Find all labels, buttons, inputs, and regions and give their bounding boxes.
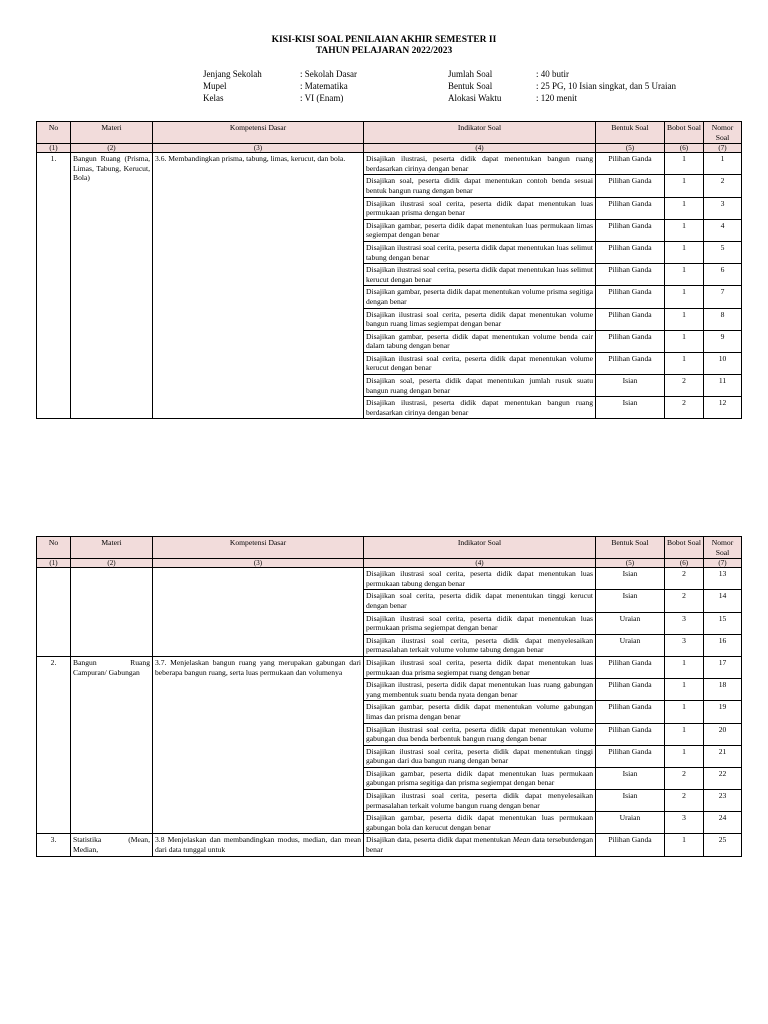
cell-nomor-soal: 17 <box>704 656 742 678</box>
cell-bobot-soal: 2 <box>665 790 704 812</box>
col-num: (7) <box>704 144 742 153</box>
cell-nomor-soal: 7 <box>704 286 742 308</box>
table-column-number-row <box>37 559 742 568</box>
cell-bentuk-soal: Pilihan Ganda <box>596 175 665 197</box>
cell-indikator-soal: Disajikan soal, peserta didik dapat menentukan contoh benda sesuai bentuk bangun ruang dengan benar <box>364 175 596 197</box>
cell-bentuk-soal: Isian <box>596 375 665 397</box>
cell-bentuk-soal: Isian <box>596 397 665 419</box>
info-value: : 120 menit <box>536 93 577 103</box>
cell-bobot-soal: 1 <box>665 197 704 219</box>
cell-bentuk-soal: Isian <box>596 568 665 590</box>
cell-bobot-soal: 1 <box>665 153 704 175</box>
header-materi: Materi <box>71 537 153 559</box>
col-num: (3) <box>153 144 364 153</box>
cell-nomor-soal: 25 <box>704 834 742 856</box>
indikator-emphasis: Mean <box>512 835 531 845</box>
header-bentuk-soal: Bentuk Soal <box>596 537 665 559</box>
kisi-kisi-table-page-1 <box>36 121 742 419</box>
cell-materi: Statistika (Mean, Median, <box>71 834 153 856</box>
cell-bentuk-soal: Pilihan Ganda <box>596 834 665 856</box>
cell-bentuk-soal: Uraian <box>596 634 665 656</box>
cell-bentuk-soal: Pilihan Ganda <box>596 286 665 308</box>
cell-kompetensi-dasar <box>153 568 364 657</box>
cell-nomor-soal: 6 <box>704 264 742 286</box>
col-num: (5) <box>596 144 665 153</box>
cell-indikator-soal: Disajikan soal cerita, peserta didik dapat menentukan tinggi kerucut dengan benar <box>364 590 596 612</box>
cell-nomor-soal: 16 <box>704 634 742 656</box>
cell-bentuk-soal: Pilihan Ganda <box>596 197 665 219</box>
cell-bentuk-soal: Pilihan Ganda <box>596 264 665 286</box>
cell-bobot-soal: 2 <box>665 767 704 789</box>
col-num: (4) <box>364 559 596 568</box>
cell-materi: Bangun Ruang Campuran/ Gabungan <box>71 656 153 834</box>
cell-bobot-soal: 1 <box>665 175 704 197</box>
table-row <box>37 834 742 856</box>
table-row <box>37 656 742 678</box>
header-materi: Materi <box>71 122 153 144</box>
cell-bentuk-soal: Pilihan Ganda <box>596 153 665 175</box>
cell-indikator-soal: Disajikan ilustrasi soal cerita, peserta didik dapat menentukan volume gabungan dua benda berbentuk bangun ruang dengan benar <box>364 723 596 745</box>
cell-bobot-soal: 1 <box>665 834 704 856</box>
cell-bobot-soal: 1 <box>665 308 704 330</box>
cell-bobot-soal: 1 <box>665 352 704 374</box>
col-num: (5) <box>596 559 665 568</box>
cell-bobot-soal: 1 <box>665 286 704 308</box>
col-num: (1) <box>37 559 71 568</box>
info-value: : Sekolah Dasar <box>300 69 357 79</box>
table-body <box>37 568 742 856</box>
header-no: No <box>37 537 71 559</box>
col-num: (6) <box>665 559 704 568</box>
table-body <box>37 153 742 419</box>
cell-bobot-soal: 1 <box>665 330 704 352</box>
cell-kompetensi-dasar: 3.7. Menjelaskan bangun ruang yang merupakan gabungan dari beberapa bangun ruang, serta luas permukaan dan volumenya <box>153 656 364 834</box>
header-no: No <box>37 122 71 144</box>
cell-nomor-soal: 19 <box>704 701 742 723</box>
cell-nomor-soal: 13 <box>704 568 742 590</box>
cell-indikator-soal <box>364 834 596 856</box>
info-left <box>203 68 357 104</box>
table-header-row <box>37 122 742 144</box>
header-indikator-soal: Indikator Soal <box>364 122 596 144</box>
col-num: (3) <box>153 559 364 568</box>
cell-indikator-soal: Disajikan ilustrasi soal cerita, peserta didik dapat menentukan luas permukaan prisma dengan benar <box>364 197 596 219</box>
cell-indikator-soal: Disajikan ilustrasi soal cerita, peserta didik dapat menentukan luas permukaan tabung dengan benar <box>364 568 596 590</box>
cell-indikator-soal: Disajikan ilustrasi soal cerita, peserta didik dapat menentukan luas selimut tabung dengan benar <box>364 241 596 263</box>
cell-indikator-soal: Disajikan ilustrasi soal cerita, peserta didik dapat menentukan luas permukaan prisma segiempat dengan benar <box>364 612 596 634</box>
cell-bobot-soal: 3 <box>665 612 704 634</box>
cell-indikator-soal: Disajikan ilustrasi soal cerita, peserta didik dapat menyelesaikan permasalahan terkait volume volume tabung dengan benar <box>364 634 596 656</box>
info-label: Alokasi Waktu <box>448 93 502 103</box>
col-num: (4) <box>364 144 596 153</box>
cell-bentuk-soal: Isian <box>596 767 665 789</box>
col-num: (7) <box>704 559 742 568</box>
info-value: : VI (Enam) <box>300 93 344 103</box>
cell-bobot-soal: 3 <box>665 634 704 656</box>
indikator-text: data tersebutdengan benar <box>366 835 593 855</box>
cell-bobot-soal: 1 <box>665 241 704 263</box>
cell-bentuk-soal: Pilihan Ganda <box>596 701 665 723</box>
col-num: (2) <box>71 144 153 153</box>
cell-bobot-soal: 1 <box>665 656 704 678</box>
cell-indikator-soal: Disajikan ilustrasi soal cerita, peserta didik dapat menyelesaikan permasalahan terkait volume bangun ruang dengan benar <box>364 790 596 812</box>
cell-bobot-soal: 1 <box>665 679 704 701</box>
cell-bobot-soal: 1 <box>665 701 704 723</box>
cell-nomor-soal: 8 <box>704 308 742 330</box>
info-label: Kelas <box>203 93 224 103</box>
cell-indikator-soal: Disajikan ilustrasi, peserta didik dapat menentukan bangun ruang berdasarkan cirinya dengan benar <box>364 397 596 419</box>
cell-indikator-soal: Disajikan gambar, peserta didik dapat menentukan volume gabungan limas dan prisma dengan benar <box>364 701 596 723</box>
cell-nomor-soal: 22 <box>704 767 742 789</box>
cell-no: 2. <box>37 656 71 834</box>
table-row <box>37 153 742 175</box>
header-nomor-soal: Nomor Soal <box>704 122 742 144</box>
cell-bentuk-soal: Isian <box>596 790 665 812</box>
cell-bentuk-soal: Pilihan Ganda <box>596 656 665 678</box>
cell-nomor-soal: 12 <box>704 397 742 419</box>
info-right <box>448 68 676 104</box>
cell-indikator-soal: Disajikan ilustrasi soal cerita, peserta didik dapat menentukan luas permukaan dua prisma segiempat ruang dengan benar <box>364 656 596 678</box>
cell-indikator-soal: Disajikan gambar, peserta didik dapat menentukan luas permukaan gabungan prisma segitiga dan prisma segiempat dengan benar <box>364 767 596 789</box>
cell-bobot-soal: 1 <box>665 723 704 745</box>
table-header-row <box>37 537 742 559</box>
cell-nomor-soal: 18 <box>704 679 742 701</box>
cell-indikator-soal: Disajikan gambar, peserta didik dapat menentukan luas permukaan limas segiempat dengan benar <box>364 219 596 241</box>
cell-no: 1. <box>37 153 71 419</box>
cell-kompetensi-dasar: 3.6. Membandingkan prisma, tabung, limas, kerucut, dan bola. <box>153 153 364 419</box>
cell-indikator-soal: Disajikan ilustrasi, peserta didik dapat menentukan luas ruang gabungan yang membentuk suatu benda nyata dengan benar <box>364 679 596 701</box>
cell-indikator-soal: Disajikan ilustrasi soal cerita, peserta didik dapat menentukan tinggi gabungan dari dua bangun ruang dengan benar <box>364 745 596 767</box>
header-indikator-soal: Indikator Soal <box>364 537 596 559</box>
header-nomor-soal: Nomor Soal <box>704 537 742 559</box>
document-title <box>0 35 768 57</box>
info-value: : Matematika <box>300 81 348 91</box>
cell-indikator-soal: Disajikan gambar, peserta didik dapat menentukan volume benda cair dalam tabung dengan benar <box>364 330 596 352</box>
cell-bobot-soal: 2 <box>665 375 704 397</box>
cell-indikator-soal: Disajikan soal, peserta didik dapat menentukan jumlah rusuk suatu bangun ruang dengan benar <box>364 375 596 397</box>
cell-nomor-soal: 2 <box>704 175 742 197</box>
cell-no: 3. <box>37 834 71 856</box>
cell-nomor-soal: 11 <box>704 375 742 397</box>
cell-kompetensi-dasar: 3.8 Menjelaskan dan membandingkan modus, median, dan mean dari data tunggal untuk <box>153 834 364 856</box>
cell-indikator-soal: Disajikan ilustrasi soal cerita, peserta didik dapat menentukan volume kerucut dengan benar <box>364 352 596 374</box>
col-num: (6) <box>665 144 704 153</box>
info-label: Mupel <box>203 81 227 91</box>
cell-bentuk-soal: Pilihan Ganda <box>596 679 665 701</box>
header-kompetensi-dasar: Kompetensi Dasar <box>153 122 364 144</box>
table-column-number-row <box>37 144 742 153</box>
cell-nomor-soal: 10 <box>704 352 742 374</box>
cell-bobot-soal: 2 <box>665 397 704 419</box>
cell-indikator-soal: Disajikan ilustrasi soal cerita, peserta didik dapat menentukan volume bangun ruang limas segiempat dengan benar <box>364 308 596 330</box>
cell-nomor-soal: 24 <box>704 812 742 834</box>
header-bobot-soal: Bobot Soal <box>665 537 704 559</box>
cell-bentuk-soal: Pilihan Ganda <box>596 330 665 352</box>
header-kompetensi-dasar: Kompetensi Dasar <box>153 537 364 559</box>
cell-nomor-soal: 3 <box>704 197 742 219</box>
cell-bobot-soal: 3 <box>665 812 704 834</box>
cell-nomor-soal: 20 <box>704 723 742 745</box>
info-label: Bentuk Soal <box>448 81 493 91</box>
cell-bentuk-soal: Pilihan Ganda <box>596 241 665 263</box>
cell-bentuk-soal: Pilihan Ganda <box>596 219 665 241</box>
header-bobot-soal: Bobot Soal <box>665 122 704 144</box>
cell-bobot-soal: 1 <box>665 264 704 286</box>
cell-indikator-soal: Disajikan gambar, peserta didik dapat menentukan volume prisma segitiga dengan benar <box>364 286 596 308</box>
cell-no <box>37 568 71 657</box>
cell-indikator-soal: Disajikan gambar, peserta didik dapat menentukan luas permukaan gabungan bola dan kerucut dengan benar <box>364 812 596 834</box>
cell-bentuk-soal: Pilihan Ganda <box>596 308 665 330</box>
indikator-text: Disajikan data, peserta didik dapat menentukan <box>366 835 513 845</box>
cell-bobot-soal: 1 <box>665 745 704 767</box>
cell-indikator-soal: Disajikan ilustrasi soal cerita, peserta didik dapat menentukan luas selimut kerucut dengan benar <box>364 264 596 286</box>
cell-bentuk-soal: Uraian <box>596 812 665 834</box>
cell-bentuk-soal: Pilihan Ganda <box>596 352 665 374</box>
cell-materi: Bangun Ruang (Prisma, Limas, Tabung, Kerucut, Bola) <box>71 153 153 419</box>
info-label: Jenjang Sekolah <box>203 69 262 79</box>
cell-bobot-soal: 1 <box>665 219 704 241</box>
info-label: Jumlah Soal <box>448 69 493 79</box>
cell-nomor-soal: 21 <box>704 745 742 767</box>
cell-nomor-soal: 1 <box>704 153 742 175</box>
cell-nomor-soal: 4 <box>704 219 742 241</box>
header-bentuk-soal: Bentuk Soal <box>596 122 665 144</box>
cell-bentuk-soal: Pilihan Ganda <box>596 745 665 767</box>
cell-nomor-soal: 23 <box>704 790 742 812</box>
col-num: (2) <box>71 559 153 568</box>
cell-bentuk-soal: Pilihan Ganda <box>596 723 665 745</box>
cell-materi <box>71 568 153 657</box>
table-row <box>37 568 742 590</box>
cell-nomor-soal: 9 <box>704 330 742 352</box>
cell-bobot-soal: 2 <box>665 590 704 612</box>
cell-nomor-soal: 5 <box>704 241 742 263</box>
title-line-2: TAHUN PELAJARAN 2022/2023 <box>315 46 453 56</box>
title-line-1: KISI-KISI SOAL PENILAIAN AKHIR SEMESTER II <box>271 35 497 45</box>
cell-bentuk-soal: Isian <box>596 590 665 612</box>
cell-nomor-soal: 15 <box>704 612 742 634</box>
cell-bobot-soal: 2 <box>665 568 704 590</box>
kisi-kisi-table-page-2 <box>36 536 742 857</box>
col-num: (1) <box>37 144 71 153</box>
info-value: : 25 PG, 10 Isian singkat, dan 5 Uraian <box>536 81 676 91</box>
cell-indikator-soal: Disajikan ilustrasi, peserta didik dapat menentukan bangun ruang berdasarkan cirinya dengan benar <box>364 153 596 175</box>
info-value: : 40 butir <box>536 69 569 79</box>
cell-bentuk-soal: Uraian <box>596 612 665 634</box>
cell-nomor-soal: 14 <box>704 590 742 612</box>
